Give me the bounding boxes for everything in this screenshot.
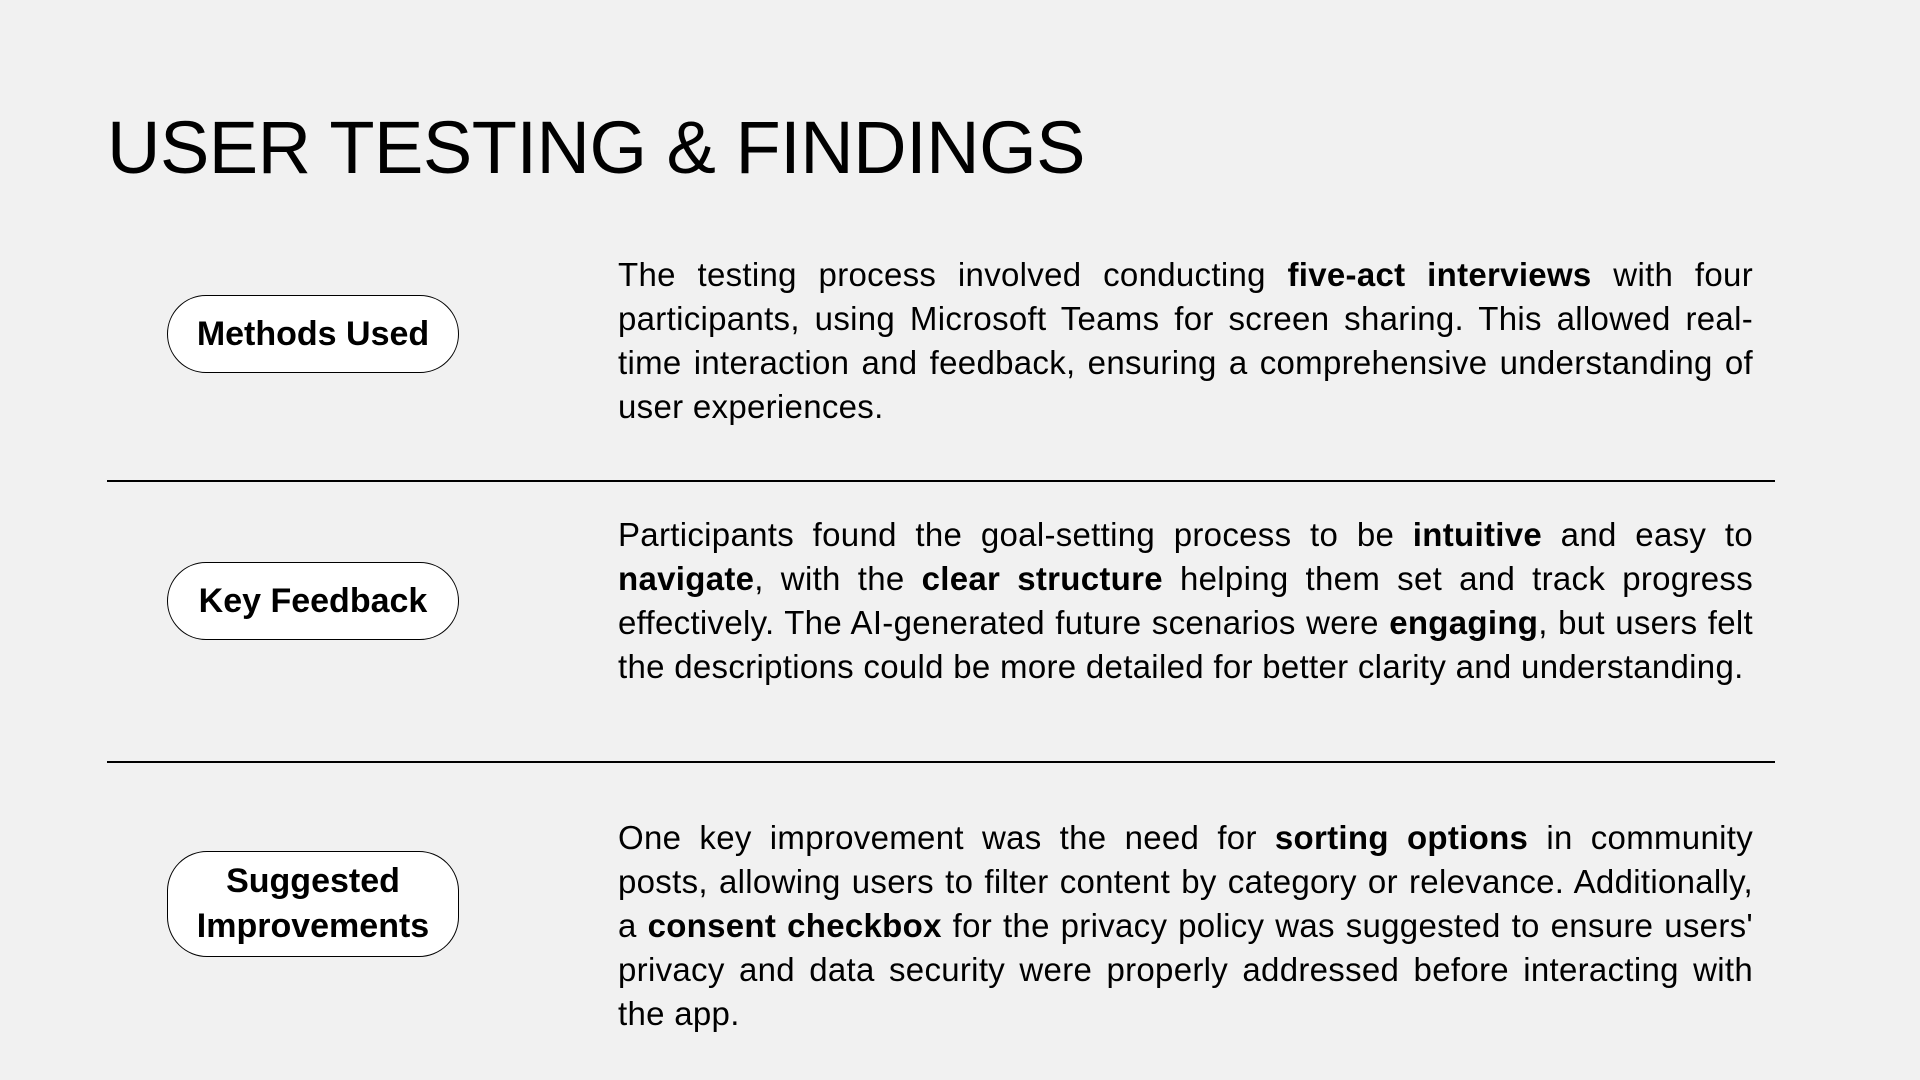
section-divider xyxy=(107,761,1775,763)
methods-used-pill xyxy=(167,295,459,373)
emphasis-text: engaging xyxy=(1389,604,1539,641)
methods-used-text: The testing process involved conducting five-act interviews with four participants, using Microsoft Teams for screen sharing. This allowed real-time interaction and feedback, ensuring a comprehensive understanding of user experiences. xyxy=(618,256,1753,425)
pill-label-line: Suggested xyxy=(226,862,400,900)
suggested-improvements-pill xyxy=(167,851,459,957)
emphasis-text: intuitive xyxy=(1412,516,1543,553)
page-title: USER TESTING & FINDINGS xyxy=(107,106,1086,189)
pill-label: Methods Used xyxy=(196,314,430,353)
section-divider xyxy=(107,480,1775,482)
emphasis-text: five-act interviews xyxy=(1287,256,1592,293)
key-feedback-pill xyxy=(167,562,459,640)
key-feedback-text: Participants found the goal-setting process to be intuitive and easy to navigate, with the clear structure helping them set and track progress effectively. The AI-generated future scenarios were engaging, but users felt the descriptions could be more detailed for better clarity and understanding. xyxy=(618,516,1753,685)
pill-label-line: Improvements xyxy=(196,907,430,945)
emphasis-text: sorting options xyxy=(1274,819,1529,856)
suggested-improvements-text: One key improvement was the need for sorting options in community posts, allowing users to filter content by category or relevance. Additionally, a consent checkbox for the privacy policy was suggested to ensure users' privacy and data security were properly addressed before interacting with the app. xyxy=(618,819,1754,1032)
emphasis-text: navigate xyxy=(618,560,755,597)
pill-label: Key Feedback xyxy=(198,581,428,620)
emphasis-text: clear structure xyxy=(921,560,1163,597)
emphasis-text: consent checkbox xyxy=(647,907,942,944)
